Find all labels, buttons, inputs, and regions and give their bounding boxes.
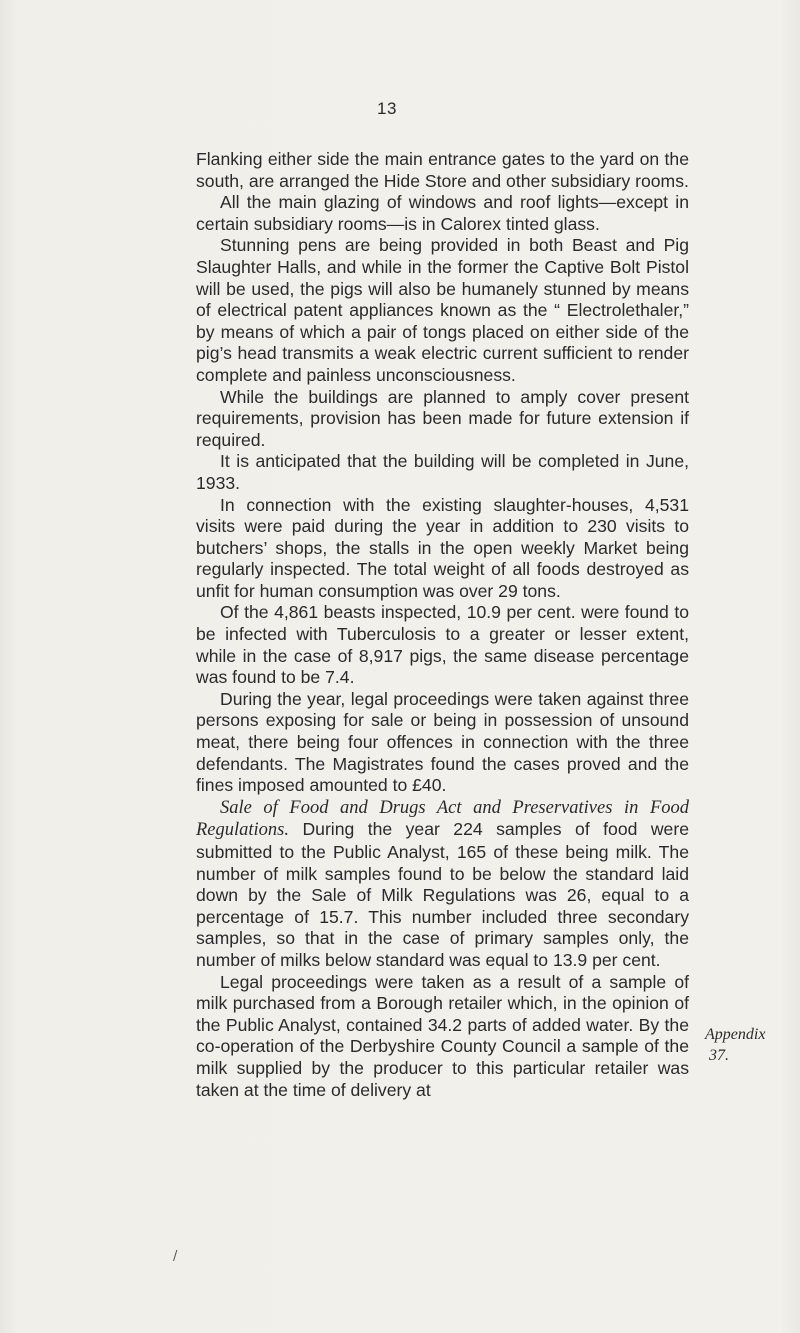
margin-note-appendix [705,1024,795,1066]
section-heading-food-and-drugs: Sale of Food and Drugs Act and Preservatives in Food Regulations. [196,797,689,841]
paragraph-legal-proceedings-meat: During the year, legal proceedings were taken against three persons exposing for sale or being in possession of unsound meat, there being four offences in connection with the three defendants. The Magistrates found the cases proved and the fines imposed amounted to £40. [196,688,689,796]
food-and-drugs-text: During the year 224 samples of food were submitted to the Public Analyst, 165 of these being milk. The number of milk samples found to be below the standard laid down by the Sale of Milk Regulations was 26, equal to a percentage of 15.7. This number included three secondary samples, so that in the case of primary samples only, the number of milks below standard was equal to 13.9 per cent. [196,819,689,970]
paragraph-tuberculosis: Of the 4,861 beasts inspected, 10.9 per cent. were found to be infected with Tuberculosis to a greater or lesser extent, while in the case of 8,917 pigs, the same disease percentage was found to be 7.4. [196,602,689,688]
paragraph-legal-proceedings-milk: Legal proceedings were taken as a result of a sample of milk purchased from a Borough retailer which, in the opinion of the Public Analyst, contained 34.2 parts of added water. By the co-operation of the Derbyshire County Council a sample of the milk supplied by the producer to this particular retailer was taken at the time of delivery at [196,971,689,1100]
margin-note-number: 37. [709,1047,729,1064]
paragraph-stunning-pens: Stunning pens are being provided in both Beast and Pig Slaughter Halls, and while in the former the Captive Bolt Pistol will be used, the pigs will also be humanely stunned by means of electrical patent appliances known as the “ Electrolethaler,” by means of which a pair of tongs placed on either side of the pig’s head transmits a weak electric current sufficient to render complete and painless unconsciousness. [196,235,689,385]
margin-note-label: Appendix [705,1026,766,1043]
pencil-tick-mark: / [173,1249,178,1264]
paragraph-food-and-drugs [196,797,689,972]
page-number: 13 [377,99,397,118]
paragraph-slaughter-houses: In connection with the existing slaughter-houses, 4,531 visits were paid during the year in addition to 230 visits to butchers’ shops, the stalls in the open weekly Market being regularly inspected. The total weight of all foods destroyed as unfit for human consumption was over 29 tons. [196,494,689,601]
body-text [196,149,689,1101]
paragraph-extension: While the buildings are planned to amply cover present requirements, provision has been made for future extension if required. [196,386,689,450]
paragraph-glazing: All the main glazing of windows and roof lights—except in certain subsidiary rooms—is in Calorex tinted glass. [196,192,689,234]
paragraph-hide-store: Flanking either side the main entrance gates to the yard on the south, are arranged the Hide Store and other subsidiary rooms. [196,149,689,191]
paragraph-completion: It is anticipated that the building will be completed in June, 1933. [196,451,689,493]
